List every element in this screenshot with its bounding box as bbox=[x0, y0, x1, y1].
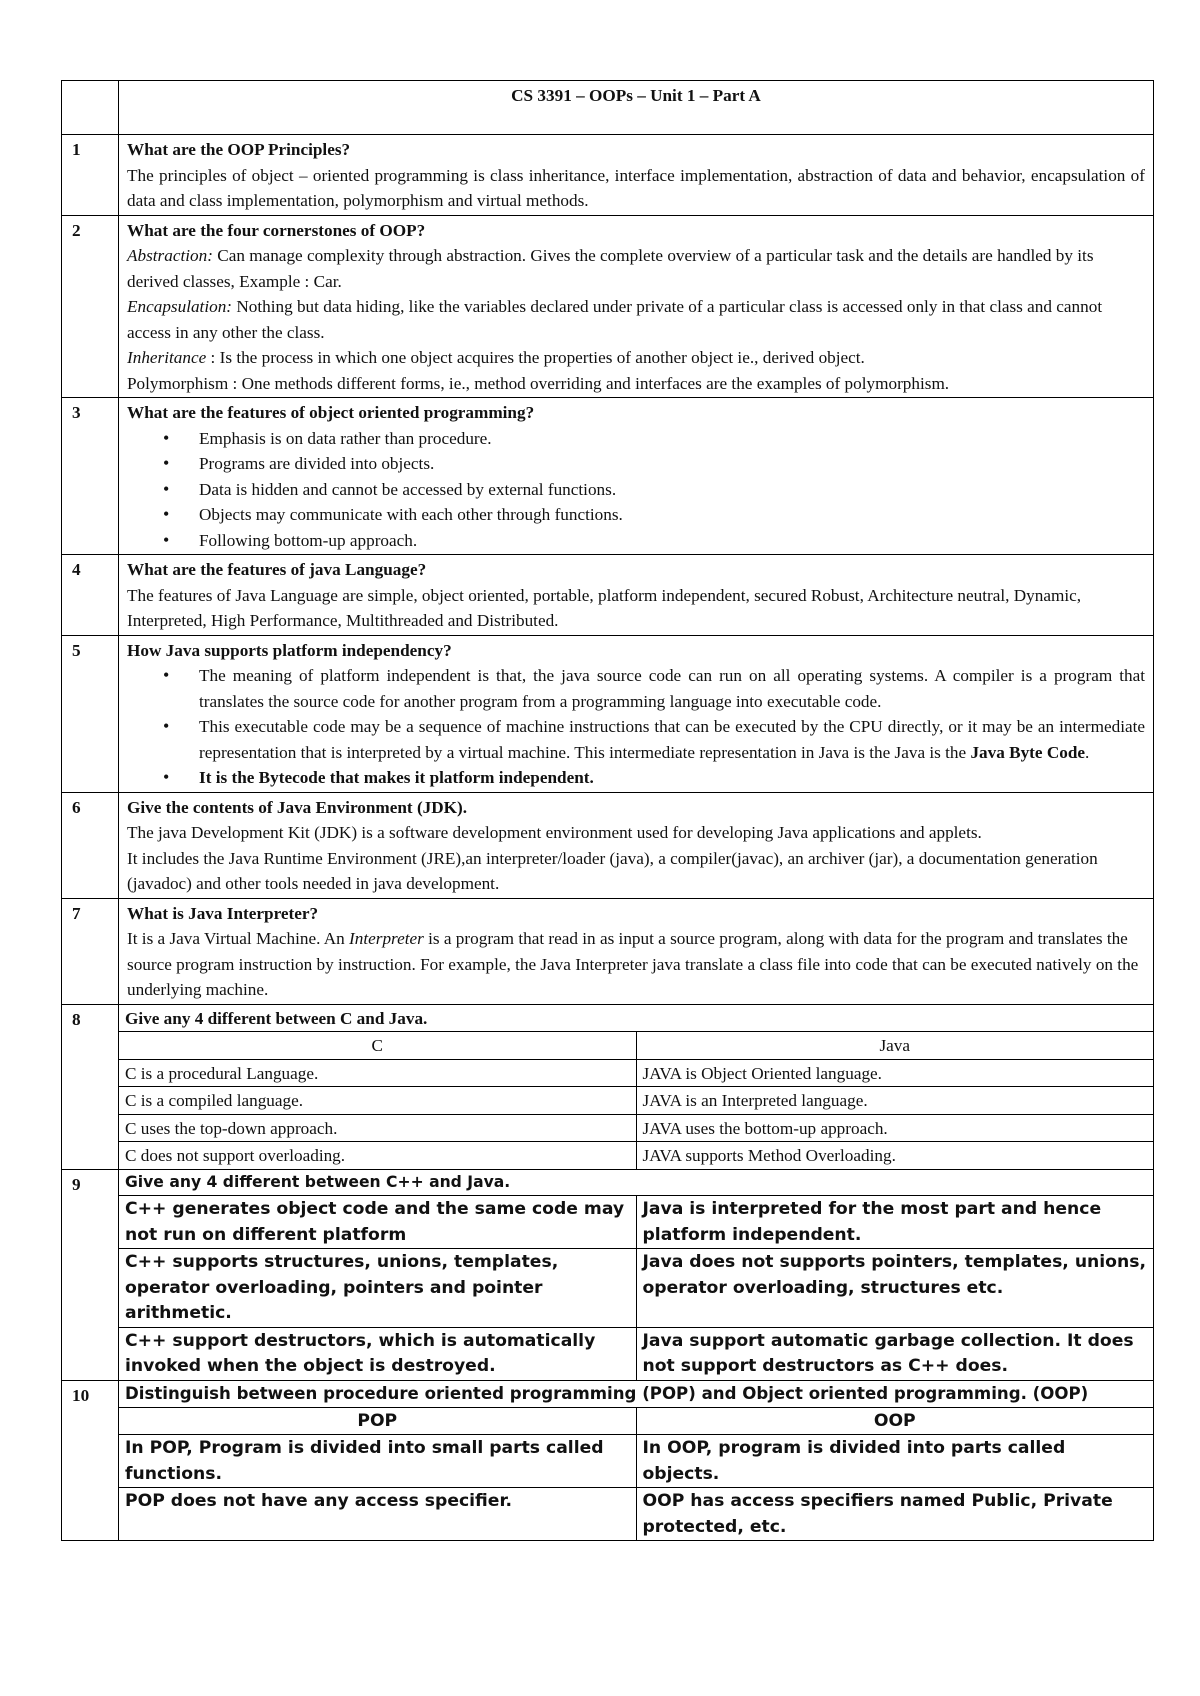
list-item: • Objects may communicate with each other through functions. bbox=[199, 502, 1145, 528]
table-header-cell: Java bbox=[636, 1032, 1153, 1060]
table-row bbox=[119, 1249, 1153, 1328]
answer-encapsulation bbox=[127, 294, 1145, 345]
question-number: 3 bbox=[62, 398, 119, 555]
table-cell: POP does not have any access specifier. bbox=[119, 1488, 636, 1541]
table-row bbox=[119, 1327, 1153, 1380]
question-number: 5 bbox=[62, 635, 119, 792]
table-cell: C is a compiled language. bbox=[119, 1087, 636, 1115]
answer-paragraph: The java Development Kit (JDK) is a software development environment used for developing Java applications and applets. bbox=[127, 823, 982, 842]
table-row bbox=[119, 1142, 1153, 1169]
question-cell bbox=[119, 1004, 1154, 1169]
question-text: What are the features of object oriented programming? bbox=[127, 403, 535, 422]
question-number: 4 bbox=[62, 555, 119, 636]
question-row bbox=[62, 555, 1154, 636]
table-row bbox=[119, 1196, 1153, 1249]
list-item bbox=[199, 765, 1145, 791]
question-text: What is Java Interpreter? bbox=[127, 903, 319, 923]
list-item-end: . bbox=[1085, 742, 1090, 762]
question-row bbox=[62, 635, 1154, 792]
page-title: CS 3391 – OOPs – Unit 1 – Part A bbox=[119, 81, 1154, 135]
table-cell: C uses the top-down approach. bbox=[119, 1114, 636, 1142]
list-item-bold: It is the Bytecode that makes it platform independent. bbox=[199, 768, 594, 787]
table-header-row bbox=[119, 1032, 1153, 1060]
question-row bbox=[62, 135, 1154, 216]
question-cell bbox=[119, 792, 1154, 898]
comparison-table bbox=[119, 1031, 1153, 1169]
java-byte-code-term: Java Byte Code bbox=[970, 742, 1086, 762]
table-cell: C++ support destructors, which is automatically invoked when the object is destroyed. bbox=[119, 1327, 636, 1380]
qa-table bbox=[61, 80, 1154, 1541]
question-cell bbox=[119, 555, 1154, 636]
question-row bbox=[62, 1169, 1154, 1380]
table-cell: In POP, Program is divided into small parts called functions. bbox=[119, 1435, 636, 1488]
answer-abstraction bbox=[127, 243, 1145, 294]
question-row bbox=[62, 792, 1154, 898]
table-cell: C++ supports structures, unions, templates, operator overloading, pointers and pointer arithmetic. bbox=[119, 1249, 636, 1328]
table-cell: C++ generates object code and the same code may not run on different platform bbox=[119, 1196, 636, 1249]
term-text: : Is the process in which one object acquires the properties of another object ie., derived object. bbox=[206, 348, 865, 367]
term-text: Can manage complexity through abstraction. Gives the complete overview of a particular task and the details are handled by its derived classes, Example : Car. bbox=[127, 246, 1094, 291]
question-text: Give the contents of Java Environment (JDK). bbox=[127, 797, 468, 817]
question-number: 1 bbox=[62, 135, 119, 216]
table-cell: JAVA is an Interpreted language. bbox=[636, 1087, 1153, 1115]
list-item: • The meaning of platform independent is that, the java source code can run on all operating systems. A compiler is a program that translates the source code for another program from a programming language into executable code. bbox=[199, 663, 1145, 714]
table-cell: In OOP, program is divided into parts called objects. bbox=[636, 1435, 1153, 1488]
comparison-table bbox=[119, 1407, 1153, 1541]
list-item-text: This executable code may be a sequence of machine instructions that can be executed by the CPU directly, or it may be an intermediate representation that is interpreted by a virtual machine. This intermediate representation in Java is the Java is the bbox=[199, 717, 1145, 762]
question-number: 2 bbox=[62, 215, 119, 398]
list-item: • Emphasis is on data rather than procedure. bbox=[199, 426, 1145, 452]
answer-list bbox=[127, 663, 1145, 791]
table-header-row bbox=[119, 1407, 1153, 1435]
question-row bbox=[62, 1380, 1154, 1541]
table-cell: JAVA supports Method Overloading. bbox=[636, 1142, 1153, 1169]
question-number: 9 bbox=[62, 1169, 119, 1380]
answer-paragraph: It includes the Java Runtime Environment (JRE),an interpreter/loader (java), a compiler(javac), an archiver (jar), a documentation generation (javadoc) and other tools needed in java development. bbox=[127, 848, 1098, 893]
table-cell: Java does not supports pointers, templates, unions, operator overloading, structures etc. bbox=[636, 1249, 1153, 1328]
title-num-cell bbox=[62, 81, 119, 135]
table-cell: JAVA is Object Oriented language. bbox=[636, 1059, 1153, 1087]
table-cell: C is a procedural Language. bbox=[119, 1059, 636, 1087]
question-text: What are the OOP Principles? bbox=[127, 140, 351, 159]
term-label: Abstraction: bbox=[127, 246, 213, 265]
answer-text: The features of Java Language are simple, object oriented, portable, platform independent, secured Robust, Architecture neutral, Dynamic, Interpreted, High Performance, Multithreaded and Distributed. bbox=[127, 585, 1082, 630]
table-row bbox=[119, 1435, 1153, 1488]
question-text: Give any 4 different between C and Java. bbox=[125, 1008, 428, 1028]
question-text: What are the four cornerstones of OOP? bbox=[127, 220, 426, 240]
question-cell bbox=[119, 1169, 1154, 1380]
term-label: Encapsulation: bbox=[127, 297, 233, 316]
question-text: Distinguish between procedure oriented programming (POP) and Object oriented programming. (OOP) bbox=[125, 1383, 1089, 1403]
question-cell bbox=[119, 398, 1154, 555]
question-row bbox=[62, 898, 1154, 1004]
term-text: Nothing but data hiding, like the variables declared under private of a particular class is accessed only in that class and cannot access in any other the class. bbox=[127, 297, 1103, 342]
list-item: • Programs are divided into objects. bbox=[199, 451, 1145, 477]
question-number: 7 bbox=[62, 898, 119, 1004]
question-cell bbox=[119, 135, 1154, 216]
interpreter-term: Interpreter bbox=[349, 929, 424, 948]
question-number: 10 bbox=[62, 1380, 119, 1541]
comparison-table bbox=[119, 1195, 1153, 1380]
table-cell: Java support automatic garbage collection. It does not support destructors as C++ does. bbox=[636, 1327, 1153, 1380]
question-cell bbox=[119, 1380, 1154, 1541]
answer-text: is a program that read in as input a source program, along with data for the program and translates the source program instruction by instruction. For example, the Java Interpreter java translate a class file into code that can be executed natively on the underlying machine. bbox=[127, 929, 1139, 999]
question-cell bbox=[119, 635, 1154, 792]
question-cell bbox=[119, 215, 1154, 398]
table-row bbox=[119, 1087, 1153, 1115]
table-cell: C does not support overloading. bbox=[119, 1142, 636, 1169]
table-row bbox=[119, 1114, 1153, 1142]
list-item: • Data is hidden and cannot be accessed by external functions. bbox=[199, 477, 1145, 503]
question-text: What are the features of java Language? bbox=[127, 560, 427, 579]
table-cell: JAVA uses the bottom-up approach. bbox=[636, 1114, 1153, 1142]
table-cell: OOP has access specifiers named Public, Private protected, etc. bbox=[636, 1488, 1153, 1541]
term-label: Inheritance bbox=[127, 348, 207, 367]
question-text: Give any 4 different between C++ and Java. bbox=[125, 1172, 511, 1191]
question-text: How Java supports platform independency? bbox=[127, 640, 452, 660]
list-item bbox=[199, 714, 1145, 765]
list-item: • Following bottom-up approach. bbox=[199, 528, 1145, 554]
table-row bbox=[119, 1488, 1153, 1541]
title-row bbox=[62, 81, 1154, 135]
answer-text: It is a Java Virtual Machine. An bbox=[127, 929, 350, 948]
table-row bbox=[119, 1059, 1153, 1087]
question-number: 6 bbox=[62, 792, 119, 898]
question-row bbox=[62, 398, 1154, 555]
question-number: 8 bbox=[62, 1004, 119, 1169]
table-header-cell: OOP bbox=[636, 1407, 1153, 1435]
document-page bbox=[61, 80, 1154, 1541]
question-row bbox=[62, 1004, 1154, 1169]
feature-list bbox=[127, 426, 1145, 554]
table-cell: Java is interpreted for the most part and hence platform independent. bbox=[636, 1196, 1153, 1249]
table-header-cell: POP bbox=[119, 1407, 636, 1435]
answer-polymorphism: Polymorphism : One methods different forms, ie., method overriding and interfaces are the examples of polymorphism. bbox=[127, 373, 950, 393]
question-row bbox=[62, 215, 1154, 398]
answer-text: The principles of object – oriented programming is class inheritance, interface implementation, abstraction of data and behavior, encapsulation of data and class implementation, polymorphism and virtual methods. bbox=[127, 165, 1145, 210]
question-cell bbox=[119, 898, 1154, 1004]
answer-inheritance bbox=[127, 345, 1145, 371]
answer-paragraph bbox=[127, 926, 1145, 1003]
table-header-cell: C bbox=[119, 1032, 636, 1060]
